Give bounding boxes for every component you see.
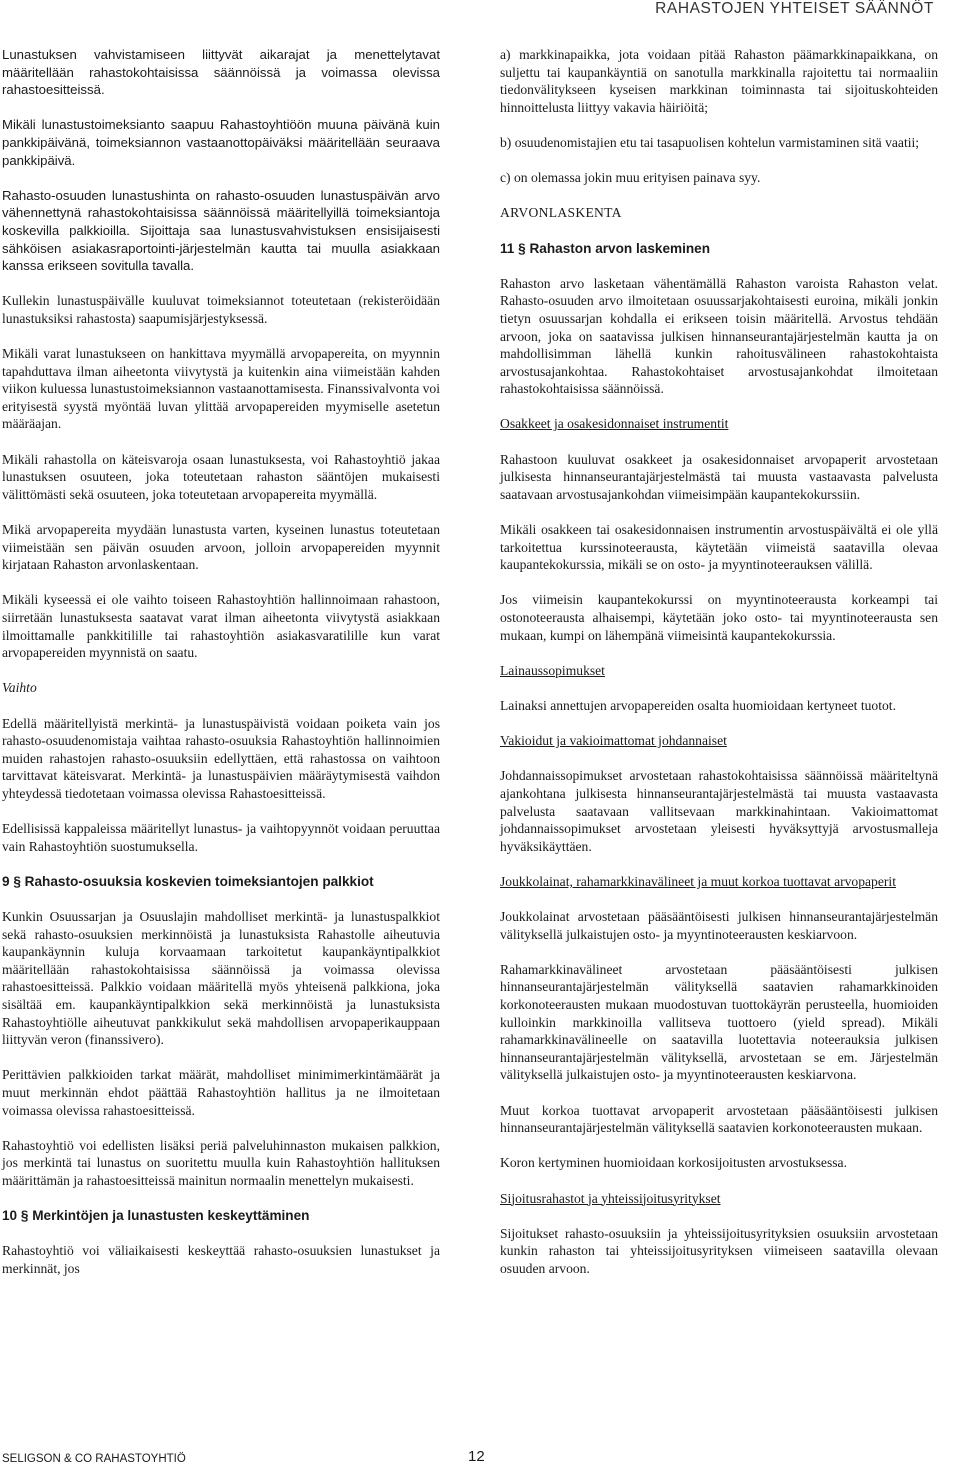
paragraph: Mikäli rahastolla on käteisvaroja osaan lunastuksesta, voi Rahastoyhtiö jakaa lunastuksen osuuteen, joka toteutetaan rahaston sääntöjen mukaisesti välittömästi sekä osuuteen, joka toteutetaan arvopapereita myymällä. bbox=[2, 451, 440, 502]
paragraph: Rahaston arvo lasketaan vähentämällä Rahaston varoista Rahaston velat. Rahasto-osuuden arvo ilmoitetaan osuussarjakohtaisesti euroina, mikäli jonkin tietyn osuussarjan kohdalla ei erikseen toisin määritellä. Arvostus tehdään arvoon, joka on saatavissa julkisen hinnanseurantajärjestelmän kautta ja on mahdollisimman lähellä kunkin rahoitusvälineen rahastokohtaista arvostusajankohtaa. Rahastokohtaiset arvostusajankohdat ilmoitetaan rahastokohtaisissa säännöissä. bbox=[500, 275, 938, 397]
paragraph: Kunkin Osuussarjan ja Osuuslajin mahdolliset merkintä- ja lunastuspalkkiot sekä rahasto-osuuksien merkinnöistä ja lunastuksista Rahastolle aiheutuvia kaupankäynnin kuluja korvaamaan tarkoitetut kaupankäyntipalkkiot määritellään rahastokohtaisissa säännöissä ja voimassa olevissa rahastoesitteissä. Palkkio voidaan määritellä myös yhteisenä palkkiona, joka sisältää em. kaupankäyntipalkkion sekä merkinnöistä ja lunastuksista Rahastoyhtiölle aiheutuvat pankkikulut sekä mahdollisen arvopaperikauppaan liittyvän veron (finanssivero). bbox=[2, 909, 440, 1048]
section-heading-9: 9 § Rahasto-osuuksia koskevien toimeksiantojen palkkiot bbox=[2, 873, 374, 889]
paragraph: Perittävien palkkioiden tarkat määrät, mahdolliset minimimerkintämäärät ja muut merkinnän ehdot päättää Rahastoyhtiön hallitus ja ne ilmoitetaan voimassa olevissa rahastoesitteissä. bbox=[2, 1067, 440, 1118]
paragraph: Lunastuksen vahvistamiseen liittyvät aikarajat ja menettelytavat määritellään rahastokohtaisissa säännöissä ja voimassa olevissa rahastoesitteissä. bbox=[2, 47, 440, 98]
subheading-joukkolainat: Joukkolainat, rahamarkkinavälineet ja muut korkoa tuottavat arvopaperit bbox=[500, 873, 896, 889]
paragraph: Rahamarkkinavälineet arvostetaan pääsääntöisesti julkisen hinnanseurantajärjestelmän välityksellä saatavien rahamarkkinoiden korkonoteerausten mukaan muodostuvan tuottokäyrän perusteella, huomioiden kulloinkin markkinoilla vallitseva tuottoero (yield spread). Mikäli rahamarkkinavälineelle on saatavilla luotettavia noteerauksia julkisen hinnanseurantajärjestelmän välityksellä, arvostetaan se em. Järjestelmän välityksellä julkaistujen osto- ja myyntinoteerausten keskiarvona. bbox=[500, 961, 938, 1083]
paragraph: Mikäli osakkeen tai osakesidonnaisen instrumentin arvostuspäivältä ei ole yllä tarkoitettua kurssinoteerausta, käytetään viimeistä saatavilla olevaa kaupantekokurssia, mikäli se on osto- ja myyntinoteerauksen välillä. bbox=[500, 522, 938, 573]
paragraph: Joukkolainat arvostetaan pääsääntöisesti julkisen hinnanseurantajärjestelmän välityksellä julkaistujen osto- ja myyntinoteerausten keskiarvoon. bbox=[500, 909, 938, 942]
paragraph: Edellisissä kappaleissa määritellyt lunastus- ja vaihtopyynnöt voidaan peruuttaa vain Rahastoyhtiön suostumuksella. bbox=[2, 821, 440, 854]
paragraph: Koron kertyminen huomioidaan korkosijoitusten arvostuksessa. bbox=[500, 1155, 847, 1171]
paragraph: Muut korkoa tuottavat arvopaperit arvostetaan pääsääntöisesti julkisen hinnanseurantajärjestelmän välityksellä saatavien korkonoteerausten mukaan. bbox=[500, 1102, 938, 1136]
paragraph: Mikä arvopapereita myydään lunastusta varten, kyseinen lunastus toteutetaan viimeistään sen päivän osuuden arvoon, jolloin arvopapereiden myynnit kirjataan Rahaston arvonlaskentaan. bbox=[2, 522, 440, 573]
subheading-johdannaiset: Vakioidut ja vakioimattomat johdannaiset bbox=[500, 733, 727, 749]
paragraph: Mikäli kyseessä ei ole vaihto toiseen Rahastoyhtiön hallinnoimaan rahastoon, siirretään lunastuksesta saatavat varat ilman aiheetonta viivytystä asiakkaan ilmoittamalle pankkitilille tai rahastoyhtiön asiakasvaratilille kun varat arvopapereiden myynnistä on saatu. bbox=[2, 592, 440, 661]
list-item: a) markkinapaikka, jota voidaan pitää Rahaston päämarkkinapaikkana, on suljettu tai kaupankäyntiä on sanotulla markkinalla rajoitettu tai normaaliin tiedonvälitykseen kyseisen markkinan toiminnasta tai sijoituskohteiden hinnoittelusta liittyy vakavia häiriöitä; bbox=[500, 47, 938, 115]
paragraph: Lainaksi annettujen arvopapereiden osalta huomioidaan kertyneet tuotot. bbox=[500, 697, 896, 713]
section-heading-10: 10 § Merkintöjen ja lunastusten keskeyttäminen bbox=[2, 1208, 310, 1224]
paragraph: Edellä määritellyistä merkintä- ja lunastuspäivistä voidaan poiketa vain jos rahasto-osuudenomistaja vaihtaa rahasto-osuuksia Rahastoyhtiön hallinnoimien muiden rahastojen rahasto-osuuksiin edellyttäen, että rahastossa on vaihtoon tarvittavat käteisvarat. Merkintä- ja lunastuspäivien määräytymisestä vaihdon yhteydessä tiedotetaan voimassa olevissa Rahastoesitteissä. bbox=[2, 715, 440, 801]
subheading-vaihto: Vaihto bbox=[2, 680, 37, 696]
right-column bbox=[500, 46, 938, 1295]
paragraph: Johdannaissopimukset arvostetaan rahastokohtaisissa säännöissä määriteltynä ajankohtana julkisesta hinnanseurantajärjestelmästä tai muusta vastaavasta palvelusta saatavaan vallitsevaan markkinahintaan. Vakioimattomat johdannaissopimukset arvostetaan yleisesti hyväksyttyjä arvostusmalleja hyväksikäyttäen. bbox=[500, 768, 938, 854]
paragraph: Rahastoyhtiö voi edellisten lisäksi periä palveluhinnaston mukaisen palkkion, jos merkintä tai lunastus on suoritettu muulla kuin Rahastoyhtiön hallituksen määrittämän ja rahastoesitteissä mainitun normaalin menettelyn mukaisesti. bbox=[2, 1137, 440, 1188]
list-item: b) osuudenomistajien etu tai tasapuolisen kohtelun varmistaminen sitä vaatii; bbox=[500, 134, 920, 150]
section-heading-11: 11 § Rahaston arvon laskeminen bbox=[500, 240, 711, 256]
paragraph: Sijoitukset rahasto-osuuksiin ja yhteissijoitusyrityksien osuuksiin arvostetaan kunkin rahaston tai yhteissijoitusyrityksen viimeiseen saatavilla olevaan osuuden arvoon. bbox=[500, 1225, 938, 1276]
paragraph: Rahastoon kuuluvat osakkeet ja osakesidonnaiset arvopaperit arvostetaan julkisesta hinnanseurantajärjestelmästä tai muusta vastaavasta palvelusta saatavaan arvostusajankohdan viimeisimpään kaupantekokurssiin. bbox=[500, 451, 938, 502]
list-item: c) on olemassa jokin muu erityisen painava syy. bbox=[500, 170, 761, 186]
paragraph: Kullekin lunastuspäivälle kuuluvat toimeksiannot toteutetaan (rekisteröidään lunastuksiksi rahastosta) saapumisjärjestyksessä. bbox=[2, 293, 440, 326]
subheading-lainaussopimukset: Lainaussopimukset bbox=[500, 662, 605, 678]
page-number: 12 bbox=[468, 1448, 485, 1465]
section-title-arvonlaskenta: ARVONLASKENTA bbox=[500, 205, 622, 221]
footer-company: SELIGSON & CO RAHASTOYHTIÖ bbox=[2, 1453, 186, 1465]
page-header: RAHASTOJEN YHTEISET SÄÄNNÖT bbox=[655, 0, 934, 17]
paragraph: Rahasto-osuuden lunastushinta on rahasto-osuuden lunastuspäivän arvo vähennettynä rahastokohtaisissa säännöissä määritellyillä toimeksiantoja koskevilla palkkioilla. Sijoittaja saa lunastusvahvistuksen ensisijaisesti sähköisen asiakasraportointi-järjestelmän kautta tai muulla asiakkaan kanssa erikseen sovitulla tavalla. bbox=[2, 187, 440, 274]
subheading-sijoitusrahastot: Sijoitusrahastot ja yhteissijoitusyritykset bbox=[500, 1190, 721, 1206]
paragraph: Mikäli lunastustoimeksianto saapuu Rahastoyhtiöön muuna päivänä kuin pankkipäivänä, toimeksiannon vastaanottopäiväksi määritellään seuraava pankkipäivä. bbox=[2, 117, 440, 168]
left-column bbox=[2, 46, 440, 1295]
paragraph: Mikäli varat lunastukseen on hankittava myymällä arvopapereita, on myynnin tapahduttava ilman aiheetonta viivytystä ja kuitenkin aina viimeistään kahden viikon kuluessa lunastustoimeksiannon vastaanottamisesta. Finanssivalvonta voi erityisestä syystä myöntää luvan ylittää arvopapereiden myymiselle asetetun määräajan. bbox=[2, 346, 440, 432]
paragraph: Rahastoyhtiö voi väliaikaisesti keskeyttää rahasto-osuuksien lunastukset ja merkinnät, jos bbox=[2, 1243, 440, 1276]
paragraph: Jos viimeisin kaupantekokurssi on myyntinoteerausta korkeampi tai ostonoteerausta alhaisempi, käytetään joko osto- tai myyntinoteerausta sen mukaan, kumpi on lähempänä viimeisintä kaupantekokurssia. bbox=[500, 592, 938, 643]
subheading-osakkeet: Osakkeet ja osakesidonnaiset instrumentit bbox=[500, 416, 729, 432]
